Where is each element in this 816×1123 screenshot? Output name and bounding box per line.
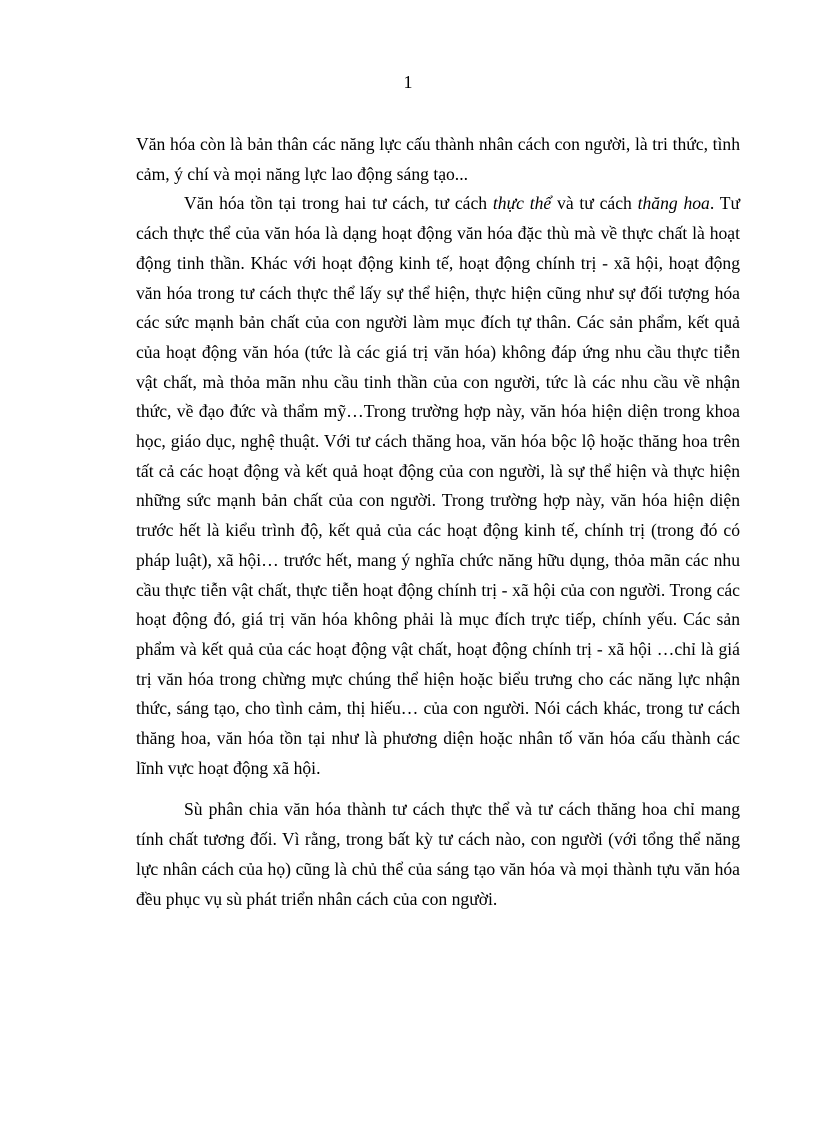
paragraph-3: Sù phân chia văn hóa thành tư cách thực thể và tư cách thăng hoa chỉ mang tính chất tương đối. Vì rằng, trong bất kỳ tư cách nào, con người (với tổng thể năng lực nhân cách của họ) cũng là chủ thể của sáng tạo văn hóa và mọi thành tựu văn hóa đều phục vụ sù phát triển nhân cách của con người. (136, 799, 740, 909)
paragraph-2-italic-2: thăng hoa (637, 193, 710, 214)
paragraph-2 (136, 189, 740, 783)
page-number: 1 (403, 72, 413, 92)
paragraph-2-text-1: Văn hóa tồn tại trong hai tư cách, tư cách (184, 193, 493, 214)
paragraph-1: Văn hóa còn là bản thân các năng lực cấu thành nhân cách con người, là tri thức, tình cảm, ý chí và mọi năng lực lao động sáng tạo... (136, 134, 740, 184)
paragraph-2-text-3: . Tư cách thực thể của văn hóa là dạng hoạt động văn hóa đặc thù mà về thực chất là hoạt động tinh thần. Khác với hoạt động kinh tế, hoạt động chính trị - xã hội, hoạt động văn hóa trong tư cách thực thể lấy sự thể hiện, thực hiện cũng như sự đối tượng hóa các sức mạnh bản chất của con người làm mục đích tự thân. Các sản phẩm, kết quả của hoạt động văn hóa (tức là các giá trị văn hóa) không đáp ứng nhu cầu thực tiễn vật chất, mà thỏa mãn nhu cầu tinh thần của con người, tức là các nhu cầu về nhận thức, về đạo đức và thẩm mỹ…Trong trường hợp này, văn hóa hiện diện trong khoa học, giáo dục, nghệ thuật. Với tư cách thăng hoa, văn hóa bộc lộ hoặc thăng hoa trên tất cả các hoạt động và kết quả hoạt động của con người, là sự thể hiện và thực hiện những sức mạnh bản chất của con người. Trong trường hợp này, văn hóa hiện diện trước hết là kiểu trình độ, kết quả của các hoạt động kinh tế, chính trị (trong đó có pháp luật), xã hội… trước hết, mang ý nghĩa chức năng hữu dụng, thỏa mãn các nhu cầu thực tiễn vật chất, thực tiễn hoạt động chính trị - xã hội của con người. Trong các hoạt động đó, giá trị văn hóa không phải là mục đích trực tiếp, chính yếu. Các sản phẩm và kết quả của các hoạt động vật chất, hoạt động chính trị - xã hội …chỉ là giá trị văn hóa trong chừng mực chúng thể hiện hoặc biểu trưng cho các năng lực nhận thức, sáng tạo, cho tình cảm, thị hiếu… của con người. Nói cách khác, trong tư cách thăng hoa, văn hóa tồn tại như là phương diện hoặc nhân tố văn hóa cấu thành các lĩnh vực hoạt động xã hội. (136, 193, 740, 778)
document-body (136, 130, 740, 914)
paragraph-2-text-2: và tư cách (551, 193, 638, 214)
paragraph-2-italic-1: thực thể (492, 193, 552, 214)
